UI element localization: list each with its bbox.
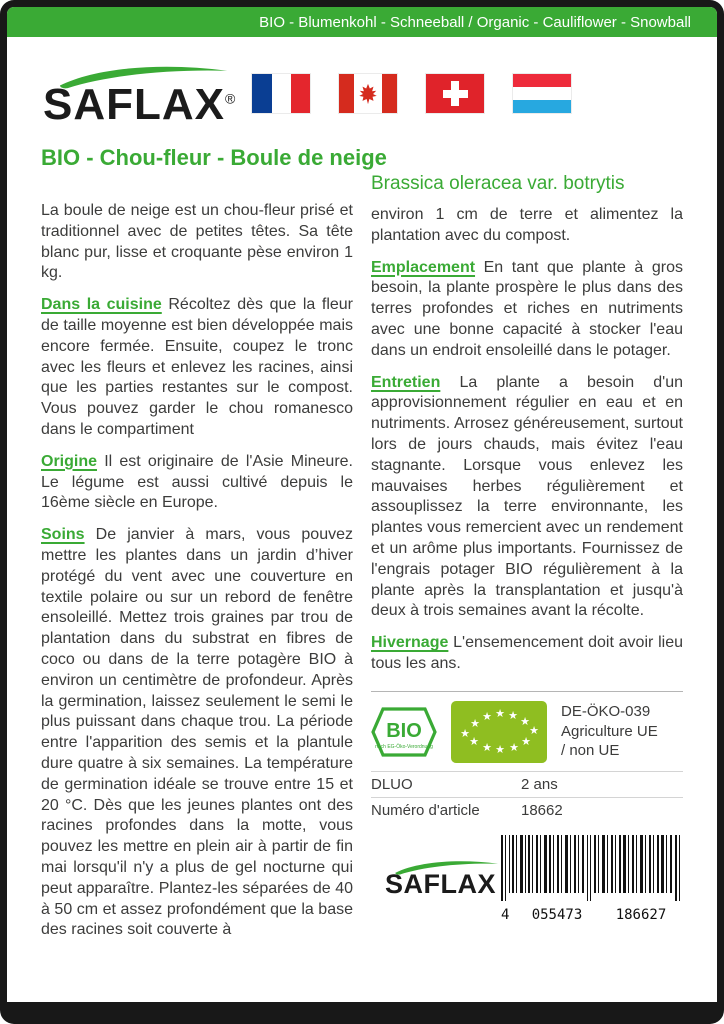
section-cuisine-body: Récoltez dès que la fleur de taille moyenne est bien développée mais encore fermée. Ensuite, coupez le tronc avec les fleurs et enlevez les racines, ainsi que les parties restantes sur le compost. Vous pouvez garder le chou romanesco dans le compartiment bbox=[41, 296, 353, 438]
section-soins bbox=[41, 525, 353, 941]
section-soins-heading: Soins bbox=[41, 526, 85, 544]
brand-name-text: SAFLAX bbox=[43, 80, 225, 129]
eco-origin-line1: Agriculture UE bbox=[561, 722, 658, 740]
svg-text:★: ★ bbox=[520, 714, 530, 728]
section-emplacement-heading: Emplacement bbox=[371, 258, 476, 276]
brand-barcode-row bbox=[371, 835, 683, 923]
right-column bbox=[371, 173, 683, 952]
dluo-label: DLUO bbox=[371, 775, 413, 793]
eco-certification-text bbox=[561, 702, 658, 761]
luxembourg-flag-icon bbox=[513, 74, 571, 113]
left-column bbox=[41, 173, 353, 952]
section-origine-heading: Origine bbox=[41, 452, 98, 470]
header bbox=[7, 37, 717, 129]
brand-name-text: SAFLAX bbox=[385, 869, 496, 900]
france-flag-icon bbox=[252, 74, 310, 113]
barcode-digits bbox=[501, 907, 683, 923]
section-entretien-body: La plante a besoin d'un approvisionnement régulier en eau et en nutriments. Arrosez généreusement, surtout lors de jours chauds, mais évitez l'eau stagnante. Lorsque vous enlevez les mauvaises herbes régulièrement et assouplissez la terre environnante, les plantes vous remercient avec un rendement et un arôme plus importants. Fournissez de l'engrais potager BIO régulièrement à la plante après la transplantation et jusqu'à deux à trois semaines avant la récolte. bbox=[371, 373, 683, 620]
svg-text:★: ★ bbox=[529, 723, 539, 737]
text-columns bbox=[7, 173, 717, 952]
barcode-left-group: 055473 bbox=[531, 906, 583, 923]
section-entretien-heading: Entretien bbox=[371, 373, 441, 391]
top-bar-text: BIO - Blumenkohl - Schneeball / Organic - Cauliflower - Snowball bbox=[259, 13, 691, 31]
intro-text: La boule de neige est un chou-fleur prisé et traditionnel avec de petites têtes. Sa tête blanc pur, lisse et croquante pèse environ 1 kg. bbox=[41, 202, 353, 282]
svg-text:★: ★ bbox=[509, 740, 519, 754]
barcode-lead-digit: 4 bbox=[501, 906, 510, 923]
svg-text:★: ★ bbox=[460, 726, 470, 740]
section-soins-body: De janvier à mars, vous pouvez mettre les plantes dans un jardin d’hiver protégé du vent avec une couverture en textile polaire ou sur un rebord de fenêtre ensoleillé. Mettez trois graines par trou de plantation dans du substrat en fibres de coco ou dans de la terre potagère BIO à environ un centimètre de profondeur. Après la germination, laissez seulement le semi le plus puissant dans chaque trou. La période entre l'apparition des semis et la plantule dure quatre à six semaines. La température de germination idéale se trouve entre 15 et 20 °C. Dès que les jeunes plantes ont des racines profondes dans la motte, vous pouvez les mettre en plein air à partir de fin mai lorsqu'il n'y a plus de gel nocturne qui peut apparaître. Plantez-les séparées de 40 à 50 cm et assez profondément que la base des racines soit couverte à bbox=[41, 526, 353, 939]
section-origine-body: Il est originaire de l'Asie Mineure. Le légume est aussi cultivé depuis le 16ème siècle en Europe. bbox=[41, 452, 353, 512]
svg-text:★: ★ bbox=[470, 716, 480, 730]
barcode-right-group: 186627 bbox=[615, 906, 667, 923]
brush-stroke-icon bbox=[387, 859, 507, 875]
eco-code: DE-ÖKO-039 bbox=[561, 703, 651, 721]
svg-text:★: ★ bbox=[495, 706, 505, 720]
section-cuisine bbox=[41, 295, 353, 441]
certification-footer bbox=[371, 691, 683, 923]
top-language-bar bbox=[7, 7, 717, 37]
section-hivernage bbox=[371, 633, 683, 675]
section-origine bbox=[41, 452, 353, 514]
maple-leaf-icon bbox=[357, 83, 379, 105]
bio-seal-icon bbox=[371, 706, 437, 758]
section-entretien bbox=[371, 373, 683, 623]
dluo-value: 2 ans bbox=[521, 775, 558, 793]
brand-name bbox=[385, 871, 496, 898]
continuation-paragraph bbox=[371, 205, 683, 247]
continuation-text: environ 1 cm de terre et alimentez la plantation avec du compost. bbox=[371, 206, 683, 244]
certification-row bbox=[371, 692, 683, 771]
switzerland-flag-icon bbox=[426, 74, 484, 113]
article-number-label: Numéro d'article bbox=[371, 801, 480, 819]
barcode-bars bbox=[501, 835, 683, 901]
page-title: BIO - Chou-fleur - Boule de neige bbox=[41, 145, 387, 170]
svg-text:★: ★ bbox=[508, 708, 518, 722]
brand-name bbox=[43, 80, 237, 129]
eu-organic-logo-icon bbox=[451, 701, 547, 763]
barcode bbox=[501, 835, 683, 923]
svg-text:★: ★ bbox=[482, 709, 492, 723]
svg-text:★: ★ bbox=[521, 734, 531, 748]
svg-text:★: ★ bbox=[469, 734, 479, 748]
intro-paragraph bbox=[41, 201, 353, 284]
flags-row bbox=[252, 74, 571, 113]
section-hivernage-heading: Hivernage bbox=[371, 634, 449, 652]
section-emplacement bbox=[371, 258, 683, 362]
bio-seal-subtext: nach EG-Öko-Verordnung bbox=[375, 743, 433, 750]
section-emplacement-body: En tant que plante à gros besoin, la plante prospère le plus dans des terres profondes et riches en nutriments avec une bonne capacité à stocker l'eau dans un endroit ensoleillé dans le potager. bbox=[371, 258, 683, 359]
brush-stroke-icon bbox=[45, 63, 243, 89]
article-number-value: 18662 bbox=[521, 801, 563, 819]
botanical-name: Brassica oleracea var. botrytis bbox=[371, 173, 625, 194]
article-number-row bbox=[371, 797, 683, 823]
canada-flag-icon bbox=[339, 74, 397, 113]
registered-mark: ® bbox=[225, 90, 237, 107]
saflax-logo bbox=[43, 63, 236, 127]
svg-text:★: ★ bbox=[495, 742, 505, 756]
dluo-row bbox=[371, 771, 683, 797]
svg-text:★: ★ bbox=[482, 740, 492, 754]
bio-seal-text: BIO bbox=[386, 719, 422, 742]
section-cuisine-heading: Dans la cuisine bbox=[41, 296, 162, 314]
section-hivernage-body: L'ensemencement doit avoir lieu tous les ans. bbox=[371, 634, 683, 672]
saflax-footer-logo bbox=[385, 859, 496, 898]
eco-origin-line2: / non UE bbox=[561, 742, 620, 760]
